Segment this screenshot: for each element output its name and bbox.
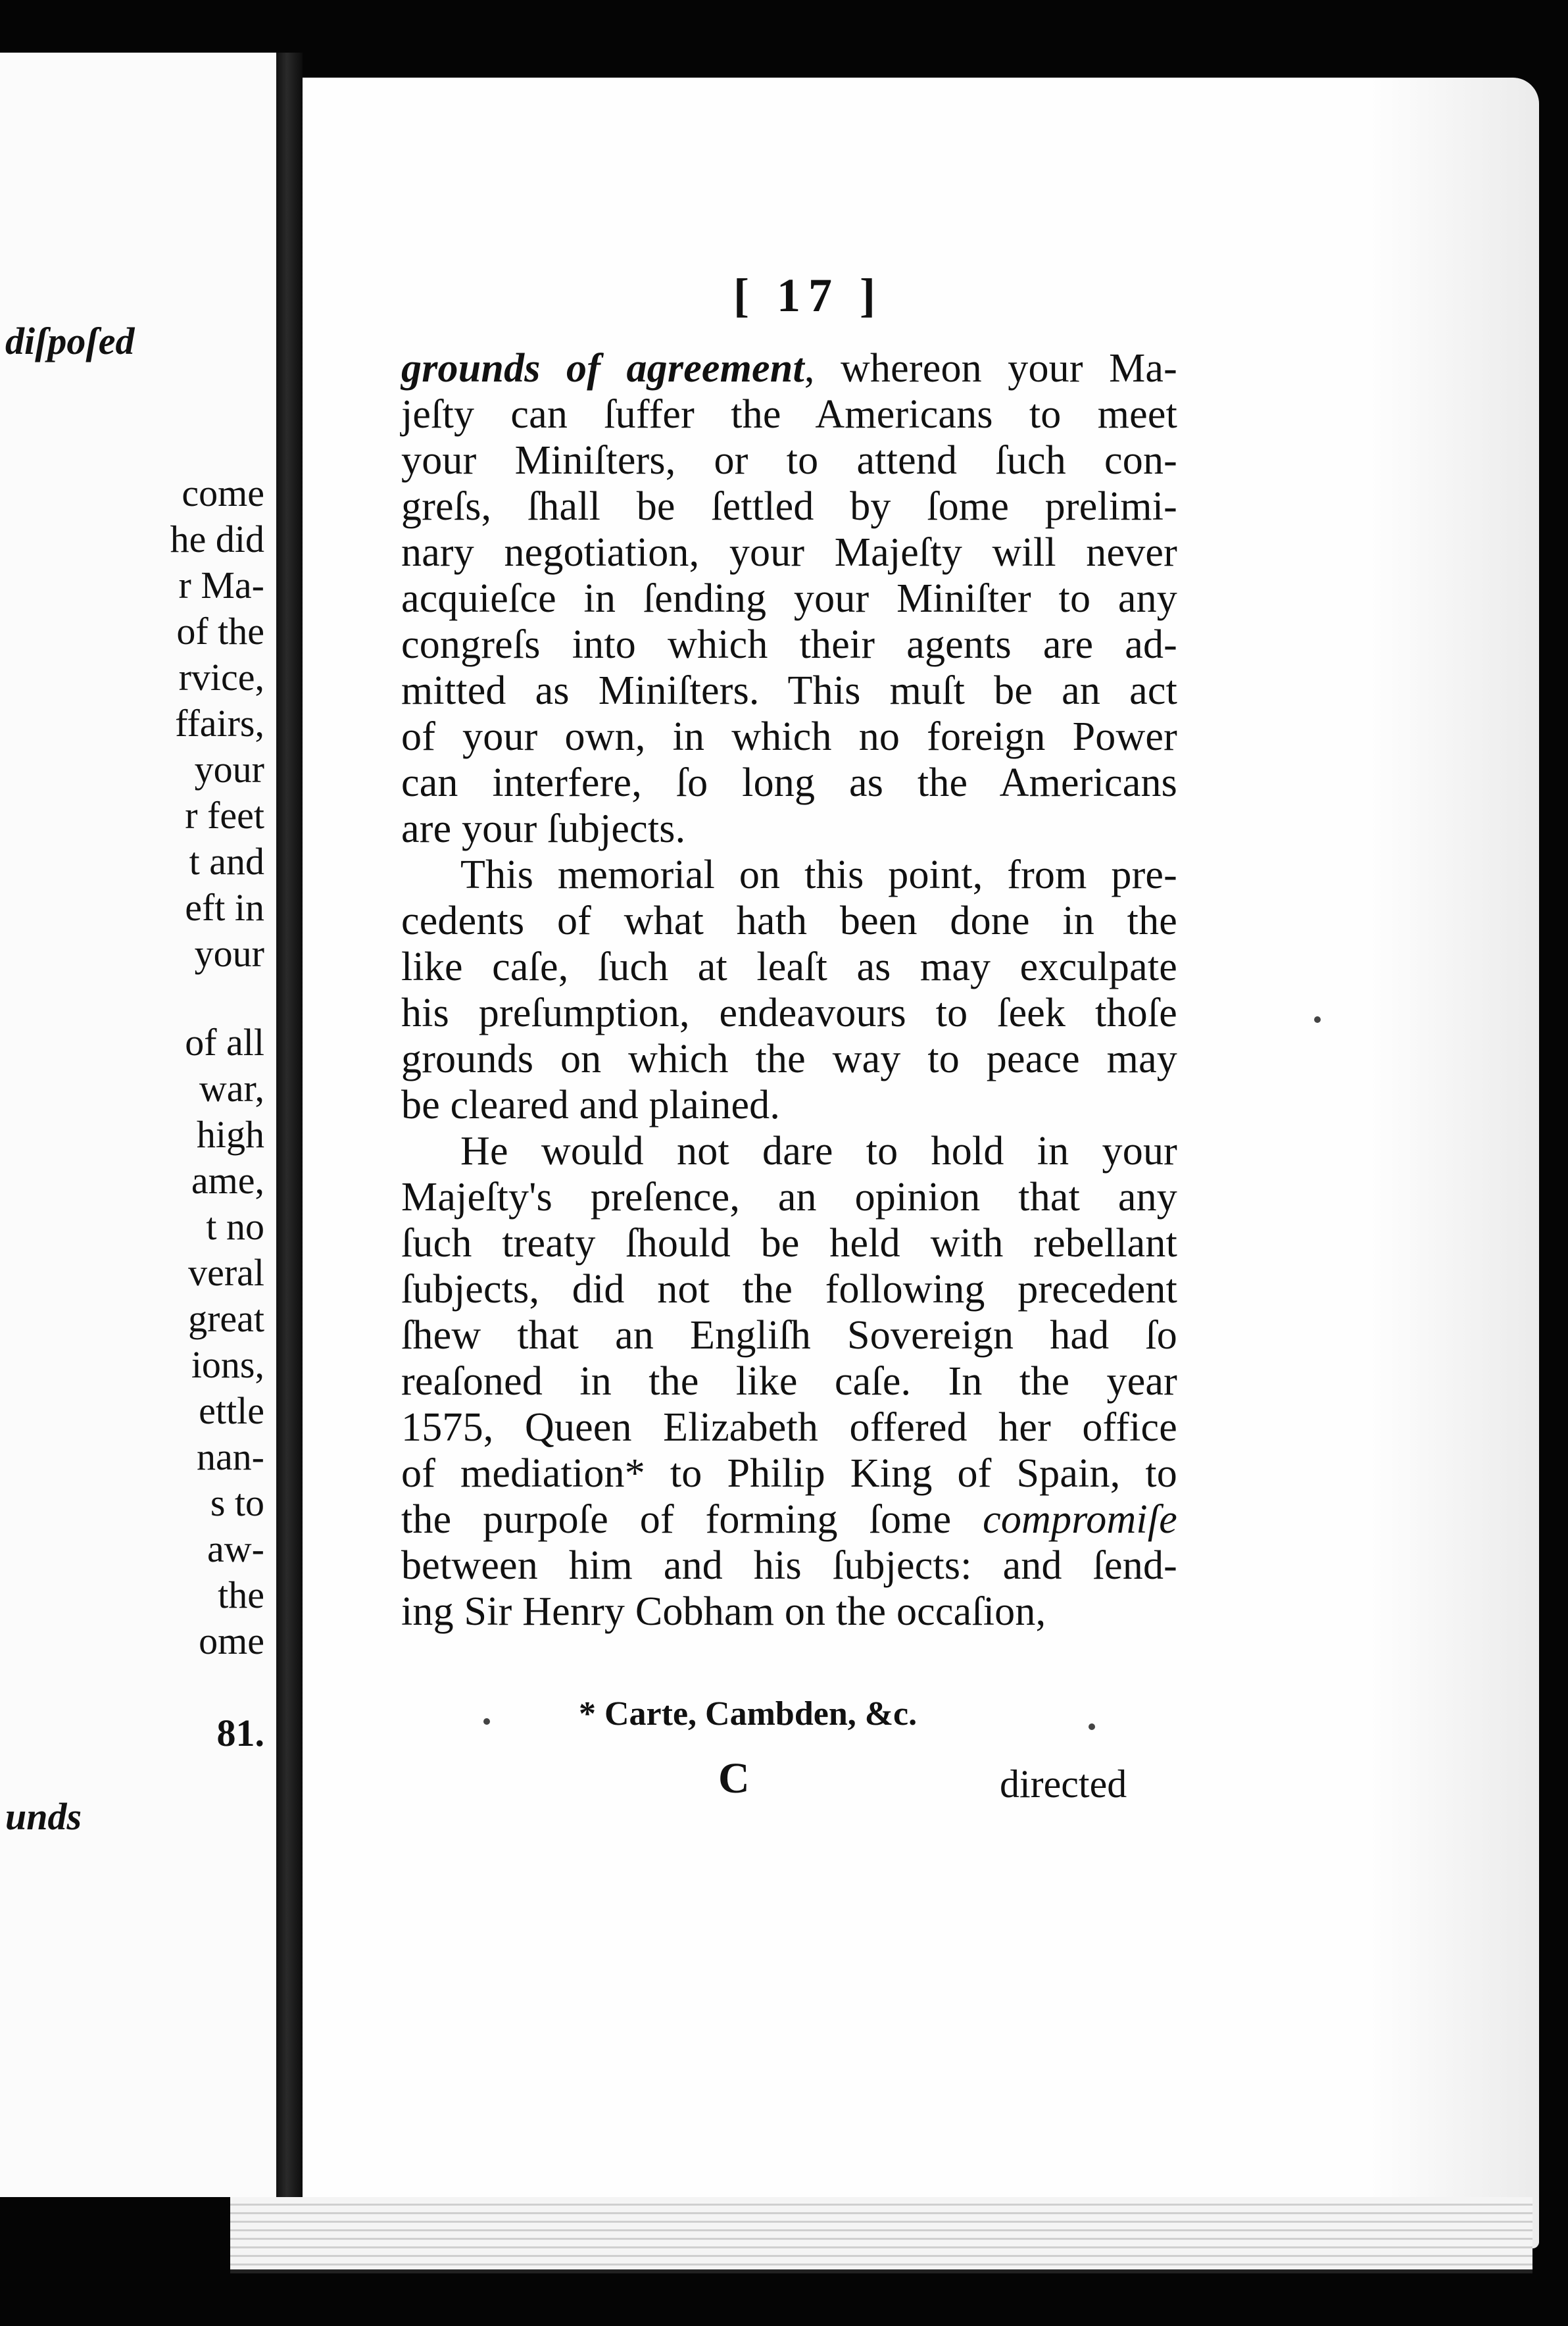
left-page-line: he did: [170, 518, 264, 560]
left-page-line: of the: [176, 610, 264, 653]
left-page-line: t no: [206, 1205, 264, 1248]
text-line: reaſoned in the like caſe. In the year: [401, 1359, 1177, 1404]
left-page-line: high: [196, 1113, 264, 1156]
left-page-line: t and: [189, 840, 264, 883]
margin-speck: [483, 1718, 490, 1725]
left-page-line: the: [218, 1573, 264, 1616]
left-page-line: ome: [199, 1620, 264, 1662]
footnote: * Carte, Cambden, &c.: [579, 1695, 918, 1733]
text-line: ing Sir Henry Cobham on the occaſion,: [401, 1589, 1046, 1634]
left-date-fragment: 81.: [216, 1712, 264, 1754]
catchword: directed: [1000, 1762, 1127, 1806]
left-page-line: veral: [188, 1251, 264, 1294]
text-line: He would not dare to hold in your: [460, 1129, 1177, 1174]
text-line: can interfere, ſo long as the Americans: [401, 760, 1177, 805]
left-page-line: r Ma-: [178, 564, 264, 606]
text-line: 1575, Queen Elizabeth offered her office: [401, 1405, 1177, 1450]
text-line: cedents of what hath been done in the: [401, 899, 1177, 943]
left-page-text: [0, 53, 276, 2197]
left-page-line: ffairs,: [175, 702, 264, 745]
left-page: [0, 53, 280, 2197]
text-line: acquieſce in ſending your Miniſter to any: [401, 576, 1177, 621]
left-page-line: eft in: [185, 886, 264, 929]
text-line: of your own, in which no foreign Power: [401, 714, 1177, 759]
left-page-line: rvice,: [178, 656, 264, 699]
text-line: be cleared and plained.: [401, 1083, 781, 1127]
text-line: grounds of agreement, whereon your Ma-: [401, 346, 1177, 391]
left-page-line: ettle: [199, 1389, 264, 1432]
text-line: nary negotiation, your Majeſty will never: [401, 530, 1177, 575]
paragraph-2: [401, 852, 1177, 1128]
left-page-line: war,: [199, 1067, 264, 1110]
margin-speck: [1089, 1723, 1095, 1730]
left-page-line: nan-: [196, 1435, 264, 1478]
text-line: ſuch treaty ſhould be held with rebellant: [401, 1221, 1177, 1266]
text-line: This memorial on this point, from pre-: [460, 853, 1177, 897]
page-number: [ 17 ]: [733, 269, 883, 322]
left-catchword-bottom: unds: [5, 1795, 82, 1838]
text-line: congreſs into which their agents are ad-: [401, 622, 1177, 667]
paragraph-3: [401, 1128, 1177, 1635]
book-gutter: [276, 53, 303, 2243]
left-page-line: your: [194, 748, 264, 791]
text-line: grounds on which the way to peace may: [401, 1037, 1177, 1081]
left-page-line: come: [182, 472, 264, 514]
left-page-line: s to: [210, 1481, 264, 1524]
text-line: the purpoſe of forming ſome compromiſe: [401, 1497, 1177, 1542]
text-line: between him and his ſubjects: and ſend-: [401, 1543, 1177, 1588]
text-line: your Miniſters, or to attend ſuch con-: [401, 438, 1177, 483]
left-page-line: r feet: [185, 794, 264, 837]
left-catchword-top: diſpoſed: [5, 320, 135, 362]
text-line: his preſumption, endeavours to ſeek thoſe: [401, 991, 1177, 1035]
left-page-line: great: [188, 1297, 264, 1340]
left-page-line: ame,: [191, 1159, 264, 1202]
text-line: jeſty can ſuffer the Americans to meet: [401, 392, 1177, 437]
body-text: [401, 345, 1177, 1635]
text-line: ſubjects, did not the following precedent: [401, 1267, 1177, 1312]
paragraph-1: [401, 345, 1177, 852]
text-line: are your ſubjects.: [401, 806, 686, 851]
left-page-line: of all: [185, 1021, 264, 1064]
text-line: Majeſty's preſence, an opinion that any: [401, 1175, 1177, 1220]
left-page-line: your: [194, 932, 264, 975]
page-edges: [230, 2197, 1532, 2273]
text-line: of mediation* to Philip King of Spain, to: [401, 1451, 1177, 1496]
text-line: like caſe, ſuch at leaſt as may exculpate: [401, 945, 1177, 989]
text-line: greſs, ſhall be ſettled by ſome prelimi-: [401, 484, 1177, 529]
margin-speck: [1314, 1016, 1321, 1023]
signature-mark: C: [718, 1754, 750, 1802]
text-line: ſhew that an Engliſh Sovereign had ſo: [401, 1313, 1177, 1358]
left-page-line: ions,: [191, 1343, 264, 1386]
text-line: mitted as Miniſters. This muſt be an act: [401, 668, 1177, 713]
left-page-line: aw-: [207, 1527, 264, 1570]
